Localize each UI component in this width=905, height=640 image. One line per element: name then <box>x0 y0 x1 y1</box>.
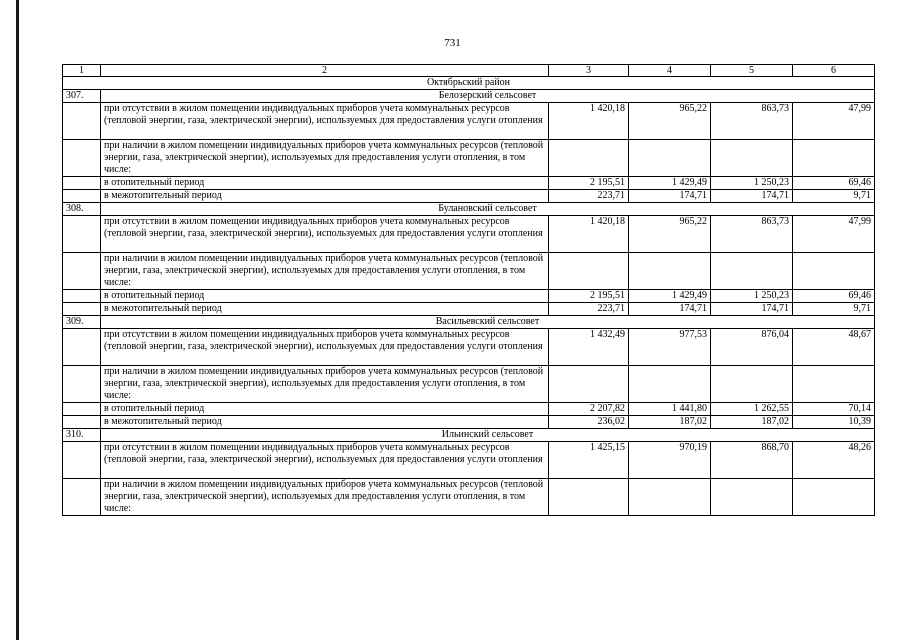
tariff-value: 47,99 <box>793 103 875 140</box>
tariff-row-off-season <box>63 416 875 429</box>
tariff-row-no-meter <box>63 216 875 253</box>
column-header: 6 <box>793 65 875 77</box>
row-number-cell <box>63 416 101 429</box>
tariff-value: 1 425,15 <box>549 442 629 479</box>
value-cell-empty <box>629 479 711 516</box>
council-row <box>63 316 875 329</box>
tariff-value: 48,67 <box>793 329 875 366</box>
tariff-value: 174,71 <box>711 190 793 203</box>
value-cell-empty <box>549 253 629 290</box>
period-label: в межотопительный период <box>101 303 549 316</box>
row-number-cell <box>63 290 101 303</box>
tariff-value: 977,53 <box>629 329 711 366</box>
row-number-cell <box>63 366 101 403</box>
tariff-value: 69,46 <box>793 177 875 190</box>
value-cell-empty <box>711 366 793 403</box>
tariff-value: 876,04 <box>711 329 793 366</box>
tariff-value: 1 432,49 <box>549 329 629 366</box>
council-number: 310. <box>63 429 101 442</box>
tariff-value: 223,71 <box>549 303 629 316</box>
tariff-value: 174,71 <box>711 303 793 316</box>
region-row <box>63 77 875 90</box>
column-header: 3 <box>549 65 629 77</box>
value-cell-empty <box>793 140 875 177</box>
tariff-row-off-season <box>63 303 875 316</box>
tariff-row-with-meter <box>63 479 875 516</box>
row-number-cell <box>63 253 101 290</box>
tariff-row-no-meter <box>63 442 875 479</box>
tariff-description: при отсутствии в жилом помещении индивидуальных приборов учета коммунальных ресурсов (тепловой энергии, газа, электрической энергии), используемых для предоставления услуги отопления <box>101 103 549 140</box>
council-number: 307. <box>63 90 101 103</box>
tariff-row-heating-period <box>63 290 875 303</box>
region-name: Октябрьский район <box>63 77 875 90</box>
row-number-cell <box>63 216 101 253</box>
council-name: Ильинский сельсовет <box>101 429 875 442</box>
value-cell-empty <box>711 140 793 177</box>
tariff-description: при отсутствии в жилом помещении индивидуальных приборов учета коммунальных ресурсов (тепловой энергии, газа, электрической энергии), используемых для предоставления услуги отопления <box>101 442 549 479</box>
scan-edge-line <box>16 0 19 640</box>
value-cell-empty <box>629 140 711 177</box>
tariff-row-no-meter <box>63 329 875 366</box>
tariff-value: 69,46 <box>793 290 875 303</box>
tariff-value: 48,26 <box>793 442 875 479</box>
value-cell-empty <box>629 253 711 290</box>
column-header: 4 <box>629 65 711 77</box>
column-header: 2 <box>101 65 549 77</box>
period-label: в межотопительный период <box>101 416 549 429</box>
column-header: 5 <box>711 65 793 77</box>
column-header-row <box>63 65 875 77</box>
tariff-value: 70,14 <box>793 403 875 416</box>
tariff-value: 2 195,51 <box>549 177 629 190</box>
tariff-value: 2 207,82 <box>549 403 629 416</box>
tariff-row-heating-period <box>63 177 875 190</box>
tariff-value: 1 250,23 <box>711 177 793 190</box>
tariff-description: при наличии в жилом помещении индивидуальных приборов учета коммунальных ресурсов (тепловой энергии, газа, электрической энергии), используемых для предоставления услуги отопления, в том числе: <box>101 253 549 290</box>
tariff-row-with-meter <box>63 140 875 177</box>
tariff-description: при наличии в жилом помещении индивидуальных приборов учета коммунальных ресурсов (тепловой энергии, газа, электрической энергии), используемых для предоставления услуги отопления, в том числе: <box>101 140 549 177</box>
row-number-cell <box>63 329 101 366</box>
tariff-value: 223,71 <box>549 190 629 203</box>
council-row <box>63 203 875 216</box>
tariff-value: 863,73 <box>711 103 793 140</box>
tariff-value: 1 420,18 <box>549 103 629 140</box>
tariff-value: 174,71 <box>629 303 711 316</box>
tariff-description: при отсутствии в жилом помещении индивидуальных приборов учета коммунальных ресурсов (тепловой энергии, газа, электрической энергии), используемых для предоставления услуги отопления <box>101 216 549 253</box>
tariff-value: 863,73 <box>711 216 793 253</box>
tariff-table <box>62 64 875 516</box>
tariff-description: при наличии в жилом помещении индивидуальных приборов учета коммунальных ресурсов (тепловой энергии, газа, электрической энергии), используемых для предоставления услуги отопления, в том числе: <box>101 366 549 403</box>
value-cell-empty <box>793 366 875 403</box>
row-number-cell <box>63 442 101 479</box>
council-number: 309. <box>63 316 101 329</box>
tariff-value: 965,22 <box>629 103 711 140</box>
row-number-cell <box>63 103 101 140</box>
row-number-cell <box>63 190 101 203</box>
row-number-cell <box>63 403 101 416</box>
row-number-cell <box>63 140 101 177</box>
tariff-value: 2 195,51 <box>549 290 629 303</box>
council-number: 308. <box>63 203 101 216</box>
tariff-value: 1 441,80 <box>629 403 711 416</box>
tariff-value: 9,71 <box>793 303 875 316</box>
tariff-value: 1 429,49 <box>629 290 711 303</box>
tariff-value: 1 250,23 <box>711 290 793 303</box>
value-cell-empty <box>793 479 875 516</box>
value-cell-empty <box>549 479 629 516</box>
tariff-value: 868,70 <box>711 442 793 479</box>
value-cell-empty <box>549 140 629 177</box>
tariff-row-heating-period <box>63 403 875 416</box>
value-cell-empty <box>793 253 875 290</box>
period-label: в отопительный период <box>101 290 549 303</box>
tariff-value: 1 420,18 <box>549 216 629 253</box>
row-number-cell <box>63 479 101 516</box>
page-number: 731 <box>444 37 461 49</box>
row-number-cell <box>63 177 101 190</box>
tariff-value: 47,99 <box>793 216 875 253</box>
tariff-value: 9,71 <box>793 190 875 203</box>
council-name: Булановский сельсовет <box>101 203 875 216</box>
value-cell-empty <box>711 479 793 516</box>
council-row <box>63 429 875 442</box>
period-label: в отопительный период <box>101 177 549 190</box>
value-cell-empty <box>629 366 711 403</box>
tariff-description: при отсутствии в жилом помещении индивидуальных приборов учета коммунальных ресурсов (тепловой энергии, газа, электрической энергии), используемых для предоставления услуги отопления <box>101 329 549 366</box>
tariff-row-no-meter <box>63 103 875 140</box>
tariff-value: 1 262,55 <box>711 403 793 416</box>
value-cell-empty <box>711 253 793 290</box>
tariff-value: 970,19 <box>629 442 711 479</box>
tariff-value: 236,02 <box>549 416 629 429</box>
tariff-value: 174,71 <box>629 190 711 203</box>
council-name: Белозерский сельсовет <box>101 90 875 103</box>
council-name: Васильевский сельсовет <box>101 316 875 329</box>
row-number-cell <box>63 303 101 316</box>
tariff-value: 10,39 <box>793 416 875 429</box>
tariff-value: 1 429,49 <box>629 177 711 190</box>
tariff-value: 187,02 <box>629 416 711 429</box>
council-row <box>63 90 875 103</box>
column-header: 1 <box>63 65 101 77</box>
period-label: в межотопительный период <box>101 190 549 203</box>
tariff-description: при наличии в жилом помещении индивидуальных приборов учета коммунальных ресурсов (тепловой энергии, газа, электрической энергии), используемых для предоставления услуги отопления, в том числе: <box>101 479 549 516</box>
tariff-row-with-meter <box>63 253 875 290</box>
tariff-value: 187,02 <box>711 416 793 429</box>
tariff-row-with-meter <box>63 366 875 403</box>
tariff-value: 965,22 <box>629 216 711 253</box>
period-label: в отопительный период <box>101 403 549 416</box>
value-cell-empty <box>549 366 629 403</box>
tariff-row-off-season <box>63 190 875 203</box>
